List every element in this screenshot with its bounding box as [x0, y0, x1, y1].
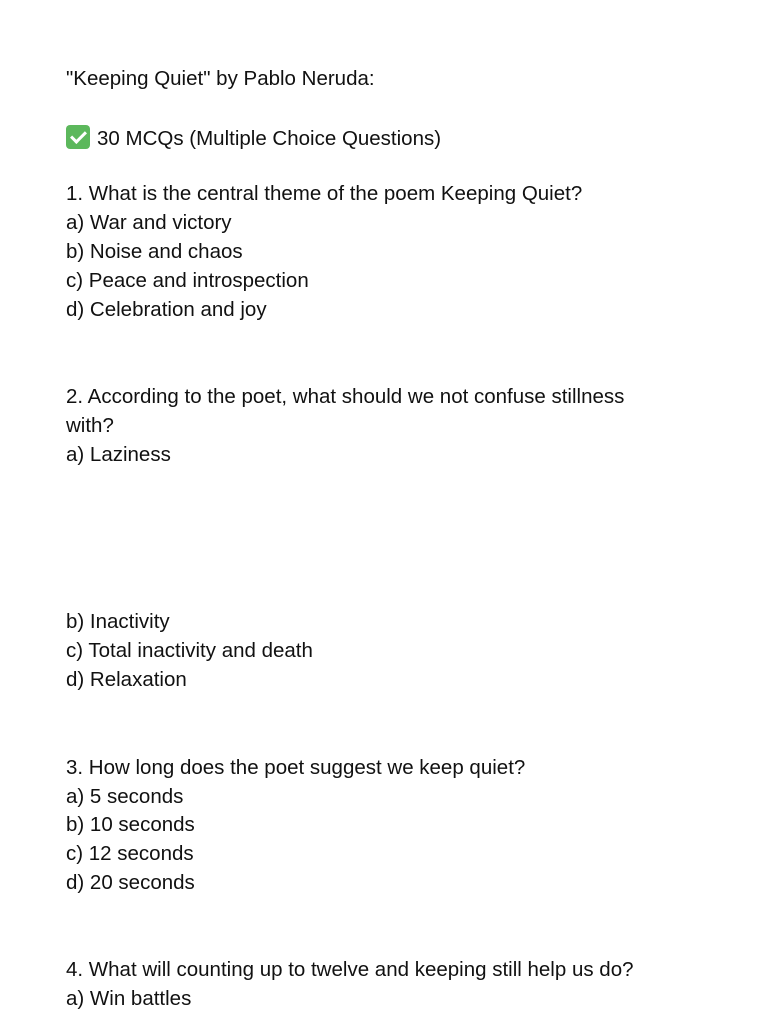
- question-3-option-a: a) 5 seconds: [66, 785, 184, 808]
- question-2-option-d: d) Relaxation: [66, 668, 187, 691]
- question-1-option-c: c) Peace and introspection: [66, 269, 309, 292]
- question-2-option-c: c) Total inactivity and death: [66, 639, 313, 662]
- question-3-option-b: b) 10 seconds: [66, 813, 195, 836]
- question-2-option-a: a) Laziness: [66, 443, 171, 466]
- question-3-text: 3. How long does the poet suggest we keep quiet?: [66, 756, 526, 779]
- question-3-option-d: d) 20 seconds: [66, 871, 195, 894]
- check-mark-button-icon: [66, 125, 90, 149]
- question-1-option-d: d) Celebration and joy: [66, 298, 267, 321]
- document-subtitle: [66, 125, 441, 151]
- question-3-option-c: c) 12 seconds: [66, 842, 194, 865]
- subtitle-text: 30 MCQs (Multiple Choice Questions): [97, 127, 442, 150]
- question-2-option-b: b) Inactivity: [66, 610, 170, 633]
- document-title: "Keeping Quiet" by Pablo Neruda:: [66, 67, 375, 90]
- question-1-option-b: b) Noise and chaos: [66, 240, 243, 263]
- question-1-option-a: a) War and victory: [66, 211, 232, 234]
- question-4-option-a: a) Win battles: [66, 987, 192, 1010]
- question-2-text-line-2: with?: [66, 414, 114, 437]
- question-2-text-line-1: 2. According to the poet, what should we not confuse stillness: [66, 385, 625, 408]
- question-1-text: 1. What is the central theme of the poem Keeping Quiet?: [66, 182, 583, 205]
- question-4-text: 4. What will counting up to twelve and keeping still help us do?: [66, 958, 634, 981]
